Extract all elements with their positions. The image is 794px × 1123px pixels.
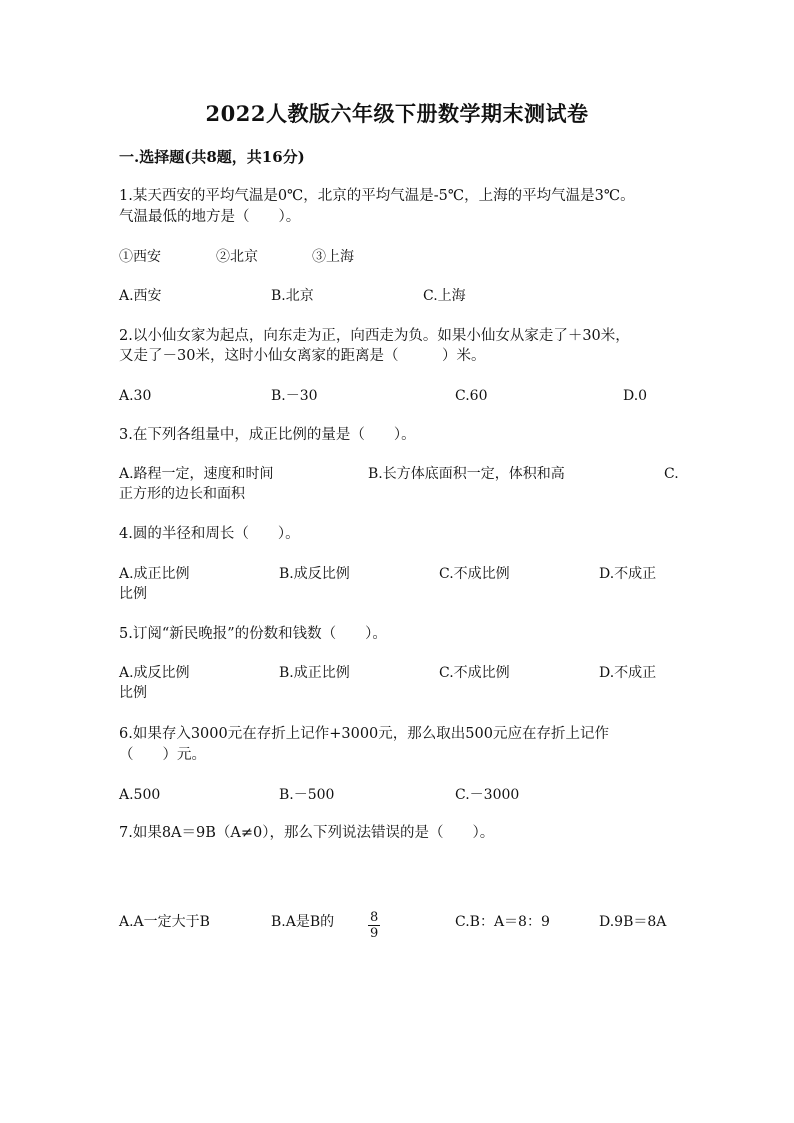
question-3-option-b: B.长方体底面积一定，体积和高 [368,466,565,482]
question-4-option-b: B.成反比例 [279,566,350,582]
question-7-option-a: A.A一定大于B [119,914,210,930]
page-title: 2022人教版六年级下册数学期末测试卷 [205,101,589,126]
question-1-option-b: B.北京 [271,288,314,304]
question-6-option-c: C.－3000 [455,787,520,803]
question-3-option-c-text: 正方形的边长和面积 [119,486,245,502]
question-2-option-b: B.－30 [271,388,318,404]
question-1-sub-1: ①西安 [119,249,161,265]
question-4-line-1: 4.圆的半径和周长（ ）。 [119,526,300,542]
question-1-option-a: A.西安 [119,288,162,304]
question-5-option-a: A.成反比例 [119,665,190,681]
question-1-line-2: 气温最低的地方是（ ）。 [119,209,301,225]
question-4-option-c: C.不成比例 [439,566,510,582]
question-7-option-b: B.A是B的 [271,914,335,930]
section-heading: 一.选择题(共8题，共16分) [119,148,305,166]
fraction-8-9 [368,906,380,940]
question-5-option-b: B.成正比例 [279,665,350,681]
question-7-option-d: D.9B＝8A [599,914,667,930]
question-1-sub-3: ③上海 [312,249,354,265]
fraction-denominator: 9 [370,926,379,941]
question-5-option-c: C.不成比例 [439,665,510,681]
question-2-option-a: A.30 [119,388,152,404]
question-5-line-1: 5.订阅“新民晚报”的份数和钱数（ ）。 [119,626,387,642]
question-3-option-a: A.路程一定，速度和时间 [119,466,274,482]
fraction-numerator: 8 [370,910,379,925]
question-1-option-c: C.上海 [423,288,466,304]
question-6-option-a: A.500 [119,787,161,803]
question-3-line-1: 3.在下列各组量中，成正比例的量是（ ）。 [119,427,416,443]
question-6-line-1: 6.如果存入3000元在存折上记作+3000元，那么取出500元应在存折上记作 [119,726,609,742]
question-1-sub-2: ②北京 [216,249,258,265]
question-5-option-d-cont: 比例 [119,685,147,701]
question-3-option-c: C. [664,466,679,482]
question-2-option-d: D.0 [623,388,648,404]
question-6-line-2: （ ）元。 [119,747,206,763]
question-4-option-d: D.不成正 [599,566,657,582]
question-4-option-d-cont: 比例 [119,586,147,602]
question-5-option-d: D.不成正 [599,665,657,681]
question-2-option-c: C.60 [455,388,488,404]
question-7-option-c: C.B：A＝8：9 [455,914,550,930]
question-2-line-1: 2.以小仙女家为起点，向东走为正，向西走为负。如果小仙女从家走了＋30米， [119,328,630,344]
question-2-line-2: 又走了－30米，这时小仙女离家的距离是（ ）米。 [119,348,486,364]
question-1-line-1: 1.某天西安的平均气温是0℃，北京的平均气温是-5℃，上海的平均气温是3℃。 [119,188,635,204]
question-6-option-b: B.－500 [279,787,335,803]
question-7-line-1: 7.如果8A＝9B（A≠0），那么下列说法错误的是（ ）。 [119,825,495,841]
question-4-option-a: A.成正比例 [119,566,190,582]
